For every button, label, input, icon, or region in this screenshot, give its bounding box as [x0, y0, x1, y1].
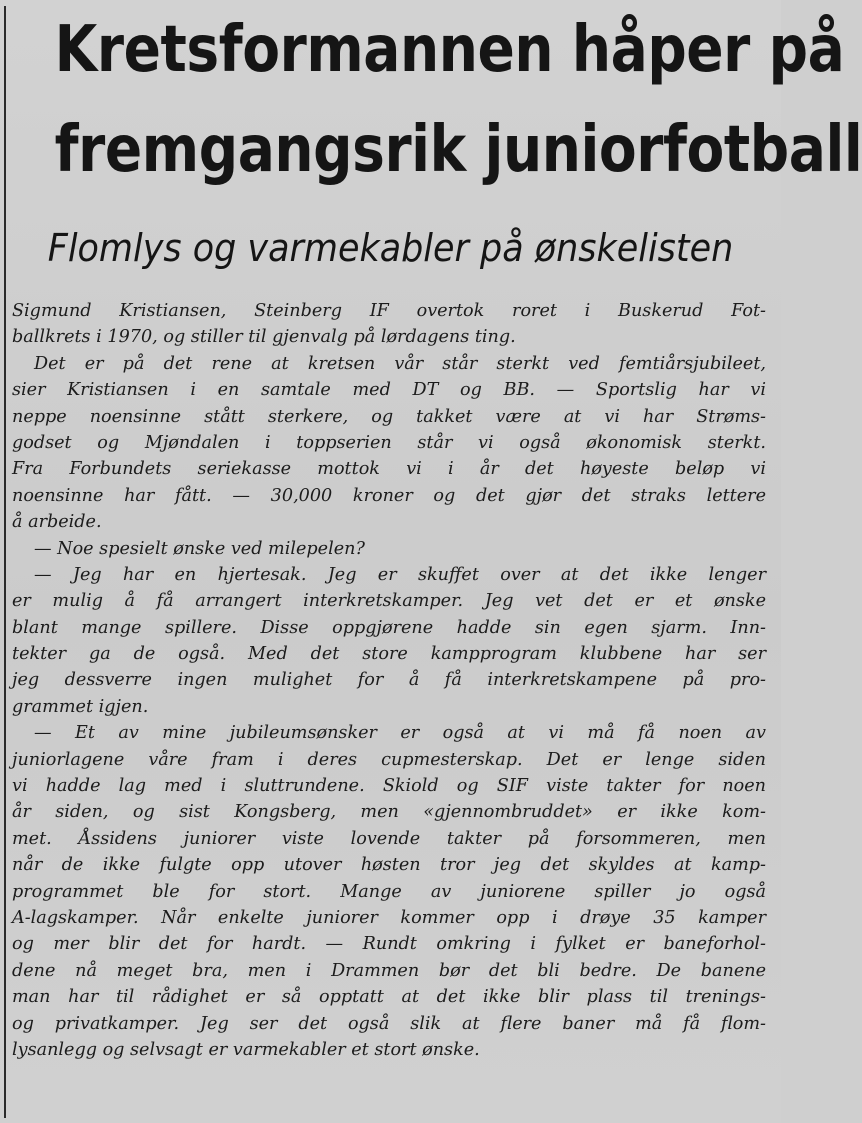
article-line: Fra Forbundets seriekasse mottok vi i år det høyeste beløp vi [12, 459, 766, 480]
headline-line-2: fremgangsrik juniorfotball [54, 113, 862, 187]
article-line: man har til rådighet er så opptatt at det ikke blir plass til trenings- [12, 987, 766, 1008]
article-line: juniorlagene våre fram i deres cupmesterskap. Det er lenge siden [12, 749, 766, 770]
article-line: år siden, og sist Kongsberg, men «gjennombruddet» er ikke kom- [12, 802, 766, 823]
article-line: vi hadde lag med i sluttrundene. Skiold og SIF viste takter for noen [12, 776, 766, 797]
article-body [12, 298, 766, 1063]
article-line: neppe noensinne stått sterkere, og takket være at vi har Strøms- [12, 406, 766, 427]
article-line: Det er på det rene at kretsen vår står sterkt ved femtiårsjubileet, [34, 353, 766, 374]
article-line: — Et av mine jubileumsønsker er også at vi må få noen av [34, 723, 766, 744]
article-line: — Noe spesielt ønske ved milepelen? [34, 538, 365, 559]
article-line: og mer blir det for hardt. — Rundt omkring i fylket er baneforhol- [12, 934, 766, 955]
article-line: godset og Mjøndalen i toppserien står vi også økonomisk sterkt. [12, 432, 766, 453]
article-line: programmet ble for stort. Mange av juniorene spiller jo også [12, 881, 766, 902]
column-rule [4, 6, 6, 1118]
article-line: — Jeg har en hjertesak. Jeg er skuffet over at det ikke lenger [34, 564, 766, 585]
subheadline: Flomlys og varmekabler på ønskelisten [47, 226, 734, 270]
article-line: ballkrets i 1970, og stiller til gjenvalg på lørdagens ting. [12, 327, 516, 348]
article-line: når de ikke fulgte opp utover høsten tror jeg det skyldes at kamp- [12, 855, 766, 876]
article-line: tekter ga de også. Med det store kampprogram klubbene har ser [12, 644, 766, 665]
article-line: sier Kristiansen i en samtale med DT og BB. — Sportslig har vi [12, 380, 766, 401]
article-line: grammet igjen. [12, 696, 149, 717]
article-line: jeg dessverre ingen mulighet for å få interkretskampene på pro- [12, 670, 766, 691]
article-line: noensinne har fått. — 30,000 kroner og det gjør det straks lettere [12, 485, 766, 506]
article-line: lysanlegg og selvsagt er varmekabler et stort ønske. [12, 1039, 480, 1060]
article-line: er mulig å få arrangert interkretskamper. Jeg vet det er et ønske [12, 591, 766, 612]
article-line: dene nå meget bra, men i Drammen bør det bli bedre. De banene [12, 960, 766, 981]
headline-line-1: Kretsformannen håper på [54, 13, 845, 87]
article-line: A-lagskamper. Når enkelte juniorer kommer opp i drøye 35 kamper [12, 907, 766, 928]
article-line: Sigmund Kristiansen, Steinberg IF overtok roret i Buskerud Fot- [12, 301, 766, 321]
article-line: met. Åssidens juniorer viste lovende takter på forsommeren, men [12, 828, 766, 849]
article-line: å arbeide. [12, 512, 102, 533]
article-line: blant mange spillere. Disse oppgjørene hadde sin egen sjarm. Inn- [12, 617, 766, 638]
article-line: og privatkamper. Jeg ser det også slik at flere baner må få flom- [12, 1013, 766, 1034]
